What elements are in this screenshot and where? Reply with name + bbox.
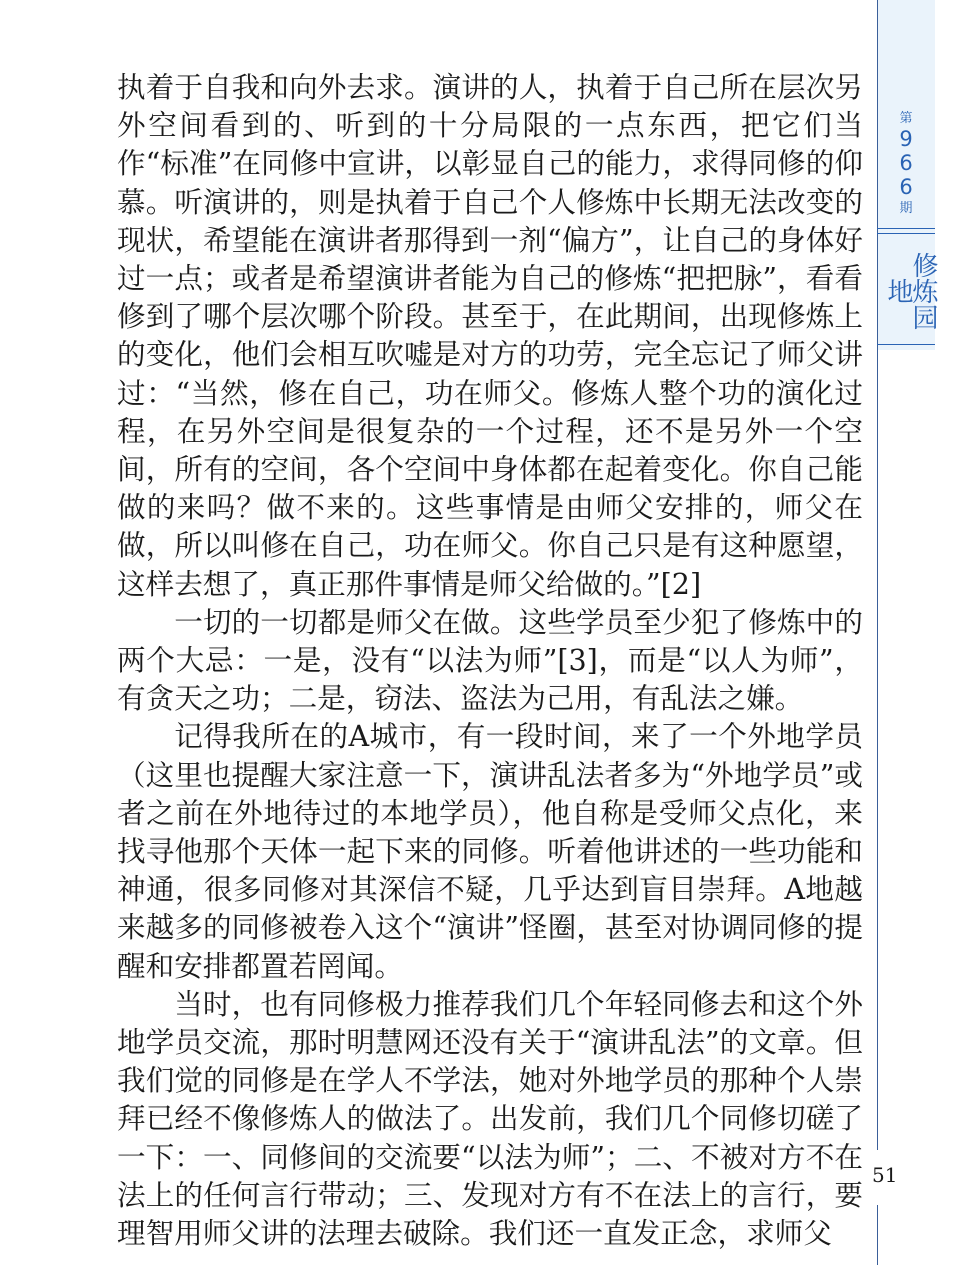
paragraph: 一切的一切都是师父在做。这些学员至少犯了修炼中的两个大忌：一是，没有“以法为师”[3]，而是“以人为师”，有贪天之功；二是，窃法、盗法为己用，有乱法之嫌。 [117, 604, 863, 716]
page-number: 51 [872, 1163, 898, 1187]
sidebar-divider-lower [877, 1205, 878, 1265]
section-title: 修炼园地 [883, 252, 938, 330]
issue-prefix: 第 [899, 111, 913, 126]
issue-number [877, 108, 935, 219]
sidebar-rule [877, 233, 935, 234]
article-body [117, 68, 863, 1252]
issue-digit: 6 [899, 175, 913, 199]
sidebar-rule [877, 228, 935, 229]
issue-digit: 9 [899, 127, 913, 151]
paragraph: 当时，也有同修极力推荐我们几个年轻同修去和这个外地学员交流，那时明慧网还没有关于“演讲乱法”的文章。但我们觉的同修是在学人不学法，她对外地学员的那种个人崇拜已经不像修炼人的做法了。出发前，我们几个同修切磋了一下：一、同修间的交流要“以法为师”；二、不被对方不在法上的任何言行带动；三、发现对方有不在法上的言行，要理智用师父讲的法理去破除。我们还一直发正念，求师父 [117, 986, 863, 1251]
issue-digit: 6 [899, 151, 913, 175]
paragraph: 执着于自我和向外去求。演讲的人，执着于自己所在层次另外空间看到的、听到的十分局限的一点东西，把它们当作“标准”在同修中宣讲，以彰显自己的能力，求得同修的仰慕。听演讲的，则是执着于自己个人修炼中长期无法改变的现状，希望能在演讲者那得到一剂“偏方”，让自己的身体好过一点；或者是希望演讲者能为自己的修炼“把把脉”，看看修到了哪个层次哪个阶段。甚至于，在此期间，出现修炼上的变化，他们会相互吹嘘是对方的功劳，完全忘记了师父讲过：“当然，修在自己，功在师父。修炼人整个功的演化过程，在另外空间是很复杂的一个过程，还不是另外一个空间，所有的空间，各个空间中身体都在起着变化。你自己能做的来吗？做不来的。这些事情是由师父安排的，师父在做，所以叫修在自己，功在师父。你自己只是有这种愿望，这样去想了，真正那件事情是师父给做的。”[2] [117, 70, 863, 601]
paragraph: 记得我所在的A城市，有一段时间，来了一个外地学员（这里也提醒大家注意一下，演讲乱法者多为“外地学员”或者之前在外地待过的本地学员），他自称是受师父点化，来找寻他那个天体一起下来的同修。听着他讲述的一些功能和神通，很多同修对其深信不疑，几乎达到盲目崇拜。A地越来越多的同修被卷入这个“演讲”怪圈，甚至对协调同修的提醒和安排都置若罔闻。 [117, 719, 863, 983]
sidebar-rule [877, 344, 935, 345]
issue-suffix: 期 [899, 201, 913, 216]
